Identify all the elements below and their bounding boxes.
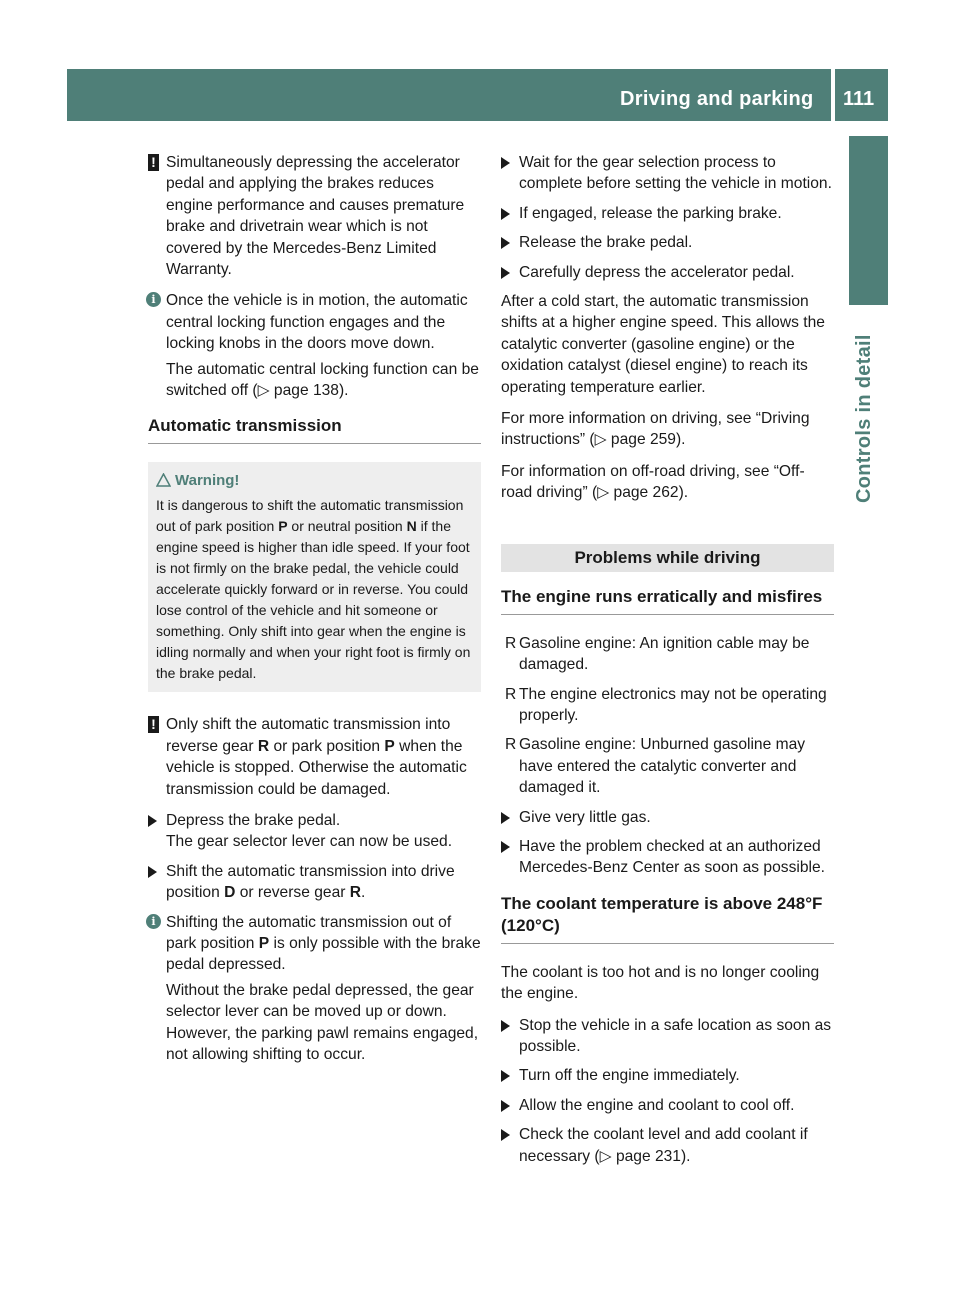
warning-box bbox=[148, 462, 481, 692]
caution-note bbox=[148, 152, 481, 280]
bullet-item: R The engine electronics may not be operating properly. bbox=[505, 685, 827, 724]
step-arrow-icon bbox=[501, 237, 510, 249]
step-arrow-icon bbox=[501, 1020, 510, 1032]
side-tab bbox=[849, 136, 888, 305]
side-label: Controls in detail bbox=[853, 334, 875, 503]
instruction-step: If engaged, release the parking brake. bbox=[501, 203, 834, 224]
instruction-step: Carefully depress the accelerator pedal. bbox=[501, 262, 834, 283]
section-heading: Automatic transmission bbox=[148, 415, 481, 444]
step-arrow-icon bbox=[501, 1100, 510, 1112]
info-note bbox=[148, 290, 481, 401]
page-ref-icon: ▷ bbox=[599, 1147, 612, 1165]
instruction-step: Check the coolant level and add coolant if necessary (▷ page 231). bbox=[501, 1124, 834, 1167]
warning-triangle-icon bbox=[156, 473, 171, 487]
paragraph: For information on off-road driving, see “Off-road driving” (▷ page 262). bbox=[501, 462, 805, 502]
note-subtext: The automatic central locking function can be switched off (▷ page 138). bbox=[166, 360, 479, 400]
info-icon: i bbox=[146, 914, 161, 929]
bullet-item: R Gasoline engine: Unburned gasoline may have entered the catalytic converter and damaged it. bbox=[505, 736, 806, 797]
exclamation-icon: ! bbox=[148, 154, 159, 171]
page-number: 111 bbox=[843, 88, 875, 110]
info-note: i Shifting the automatic transmission out of park position P is only possible with the brake pedal depressed. Without the brake pedal depressed, the gear selector lever can be moved up or down. However, the parking pawl remains engaged, not allowing shifting to occur. bbox=[148, 912, 481, 1066]
instruction-step: Have the problem checked at an authorized Mercedes-Benz Center as soon as possible. bbox=[501, 836, 834, 879]
note-text: Once the vehicle is in motion, the automatic central locking function engages and the locking knobs in the doors move down. bbox=[166, 292, 468, 353]
step-arrow-icon bbox=[501, 1129, 510, 1141]
step-arrow-icon bbox=[148, 815, 157, 827]
header-divider bbox=[831, 69, 835, 121]
bullet-icon: R bbox=[505, 736, 517, 754]
paragraph: For more information on driving, see “Driving instructions” (▷ page 259). bbox=[501, 410, 810, 449]
step-arrow-icon bbox=[501, 841, 510, 853]
step-arrow-icon bbox=[501, 1070, 510, 1082]
right-column bbox=[501, 152, 834, 1175]
subsection-heading: The engine runs erratically and misfires bbox=[501, 586, 834, 615]
instruction-step: Give very little gas. bbox=[501, 807, 834, 828]
info-icon: i bbox=[146, 292, 161, 307]
left-column bbox=[148, 152, 481, 1076]
bullet-icon: R bbox=[505, 634, 517, 652]
section-title: Driving and parking bbox=[620, 88, 814, 110]
step-arrow-icon bbox=[501, 812, 510, 824]
instruction-step: Wait for the gear selection process to complete before setting the vehicle in motion. bbox=[501, 152, 834, 195]
bullet-item: R Gasoline engine: An ignition cable may be damaged. bbox=[505, 634, 810, 674]
shaded-section-heading: Problems while driving bbox=[501, 544, 834, 572]
paragraph: The coolant is too hot and is no longer cooling the engine. bbox=[501, 963, 820, 1003]
instruction-step: Shift the automatic transmission into drive position D or reverse gear R. bbox=[148, 861, 481, 904]
caution-note bbox=[148, 714, 481, 800]
warning-header: Warning! bbox=[156, 470, 473, 491]
instruction-step: Stop the vehicle in a safe location as soon as possible. bbox=[501, 1015, 834, 1058]
step-arrow-icon bbox=[501, 157, 510, 169]
page-ref-icon: ▷ bbox=[594, 431, 607, 449]
step-arrow-icon bbox=[501, 267, 510, 279]
step-arrow-icon bbox=[501, 208, 510, 220]
step-arrow-icon bbox=[148, 866, 157, 878]
bullet-icon: R bbox=[505, 685, 517, 703]
warning-text: It is dangerous to shift the automatic transmission out of park position P or neutral position N if the engine speed is higher than idle speed. If your foot is not firmly on the brake pedal, the vehicle could accelerate quickly forward or in reverse. You could lose control of the vehicle and hit someone or something. Only shift into gear when the engine is idling normally and when your right foot is firmly on the brake pedal. bbox=[156, 496, 471, 682]
instruction-step: Allow the engine and coolant to cool off. bbox=[501, 1095, 834, 1116]
page-ref-icon: ▷ bbox=[257, 382, 270, 400]
note-text: Simultaneously depressing the accelerator pedal and applying the brakes reduces engine performance and causes premature brake and drivetrain wear which is not covered by the Mercedes-Benz Limited Warranty. bbox=[166, 154, 465, 279]
exclamation-icon: ! bbox=[148, 716, 159, 733]
note-text: Only shift the automatic transmission into reverse gear R or park position P when the vehicle is stopped. Otherwise the automatic transmission could be damaged. bbox=[166, 716, 467, 798]
paragraph: After a cold start, the automatic transmission shifts at a higher engine speed. This allows the catalytic converter (gasoline engine) or the oxidation catalyst (diesel engine) to reach its operating temperature earlier. bbox=[501, 293, 825, 396]
subsection-heading: The coolant temperature is above 248°F (120°C) bbox=[501, 893, 834, 944]
instruction-step: Release the brake pedal. bbox=[501, 232, 834, 253]
note-subtext: Without the brake pedal depressed, the gear selector lever can be moved up or down. However, the parking pawl remains engaged, not allowing shifting to occur. bbox=[166, 981, 479, 1064]
instruction-step: Depress the brake pedal. The gear selector lever can now be used. bbox=[148, 810, 481, 853]
instruction-step: Turn off the engine immediately. bbox=[501, 1065, 834, 1086]
page-ref-icon: ▷ bbox=[597, 484, 610, 502]
